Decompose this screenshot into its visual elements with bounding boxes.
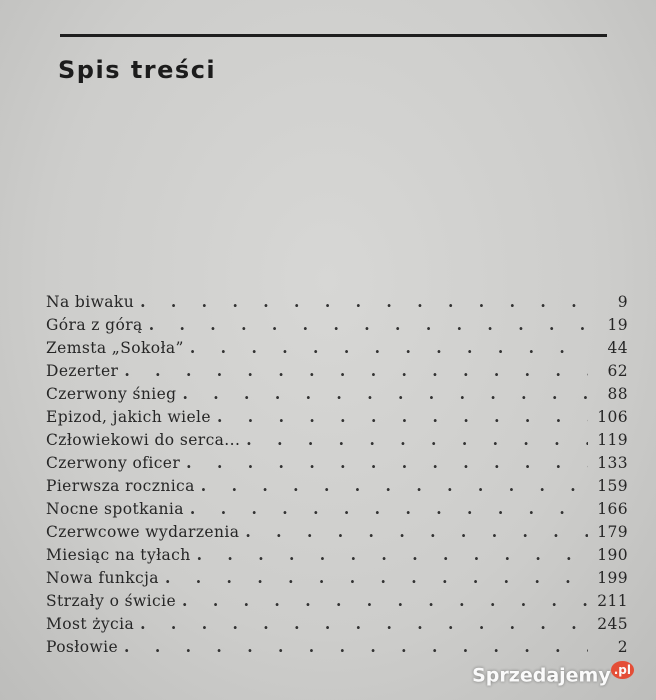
dot-leader bbox=[149, 315, 588, 334]
dot-leader bbox=[246, 430, 588, 449]
dot-leader bbox=[197, 545, 588, 564]
dot-leader bbox=[190, 499, 588, 518]
toc-entry-page: 19 bbox=[607, 316, 628, 334]
toc-entry-page: 190 bbox=[597, 546, 628, 564]
toc-entry bbox=[46, 568, 628, 591]
toc-entry bbox=[46, 614, 628, 637]
dot-leader bbox=[190, 338, 588, 357]
toc-entry bbox=[46, 637, 628, 660]
toc-entry bbox=[46, 407, 628, 430]
dot-leader bbox=[124, 361, 588, 380]
toc-entry bbox=[46, 430, 628, 453]
toc-entry bbox=[46, 522, 628, 545]
toc-entry-page: 199 bbox=[597, 569, 628, 587]
toc-entry bbox=[46, 384, 628, 407]
toc-entry bbox=[46, 361, 628, 384]
toc-entry bbox=[46, 476, 628, 499]
dot-leader bbox=[182, 591, 588, 610]
toc-entry-title: Posłowie bbox=[46, 638, 119, 656]
toc-entry-page: 2 bbox=[617, 638, 628, 656]
toc-entry-page: 245 bbox=[597, 615, 628, 633]
toc-entry-page: 119 bbox=[597, 431, 628, 449]
toc-entry-page: 62 bbox=[607, 362, 628, 380]
toc-entry bbox=[46, 292, 628, 315]
toc-entry bbox=[46, 591, 628, 614]
toc-entry-title: Strzały o świcie bbox=[46, 592, 177, 610]
dot-leader bbox=[217, 407, 588, 426]
dot-leader bbox=[201, 476, 588, 495]
toc-entry-title: Miesiąc na tyłach bbox=[46, 546, 191, 564]
toc-entry-title: Czerwony oficer bbox=[46, 454, 181, 472]
toc-entry-page: 44 bbox=[607, 339, 628, 357]
dot-leader bbox=[186, 453, 588, 472]
toc-entry-title: Nocne spotkania bbox=[46, 500, 184, 518]
toc-entry-title: Most życia bbox=[46, 615, 135, 633]
toc-entry bbox=[46, 338, 628, 361]
toc-entry-title: Zemsta „Sokoła” bbox=[46, 339, 184, 357]
toc-entry-page: 106 bbox=[597, 408, 628, 426]
toc-entry-page: 179 bbox=[597, 523, 628, 541]
watermark-logo bbox=[472, 663, 634, 686]
watermark-text: Sprzedajemy bbox=[472, 664, 611, 686]
dot-leader bbox=[182, 384, 588, 403]
toc-entry-title: Człowiekowi do serca... bbox=[46, 431, 241, 449]
toc-entry-title: Na biwaku bbox=[46, 293, 135, 311]
dot-leader bbox=[140, 614, 588, 633]
toc-entry bbox=[46, 315, 628, 338]
toc-entry-page: 159 bbox=[597, 477, 628, 495]
dot-leader bbox=[140, 292, 588, 311]
toc-entry-page: 211 bbox=[597, 592, 628, 610]
toc-entry-title: Nowa funkcja bbox=[46, 569, 159, 587]
watermark-suffix: .pl bbox=[611, 661, 634, 679]
toc-entry bbox=[46, 453, 628, 476]
toc-entry-title: Pierwsza rocznica bbox=[46, 477, 195, 495]
dot-leader bbox=[165, 568, 588, 587]
toc-entry bbox=[46, 499, 628, 522]
dot-leader bbox=[245, 522, 588, 541]
toc-entry-page: 133 bbox=[597, 454, 628, 472]
toc-entry-title: Góra z górą bbox=[46, 316, 143, 334]
toc-entry-page: 9 bbox=[617, 293, 628, 311]
dot-leader bbox=[124, 637, 588, 656]
toc-entry-title: Czerwony śnieg bbox=[46, 385, 177, 403]
table-of-contents bbox=[46, 292, 628, 660]
toc-entry-page: 88 bbox=[607, 385, 628, 403]
page-title: Spis treści bbox=[58, 56, 217, 84]
top-rule bbox=[60, 34, 607, 37]
toc-entry-title: Epizod, jakich wiele bbox=[46, 408, 211, 426]
toc-entry-title: Czerwcowe wydarzenia bbox=[46, 523, 240, 541]
toc-entry-page: 166 bbox=[597, 500, 628, 518]
toc-entry-title: Dezerter bbox=[46, 362, 119, 380]
toc-entry bbox=[46, 545, 628, 568]
